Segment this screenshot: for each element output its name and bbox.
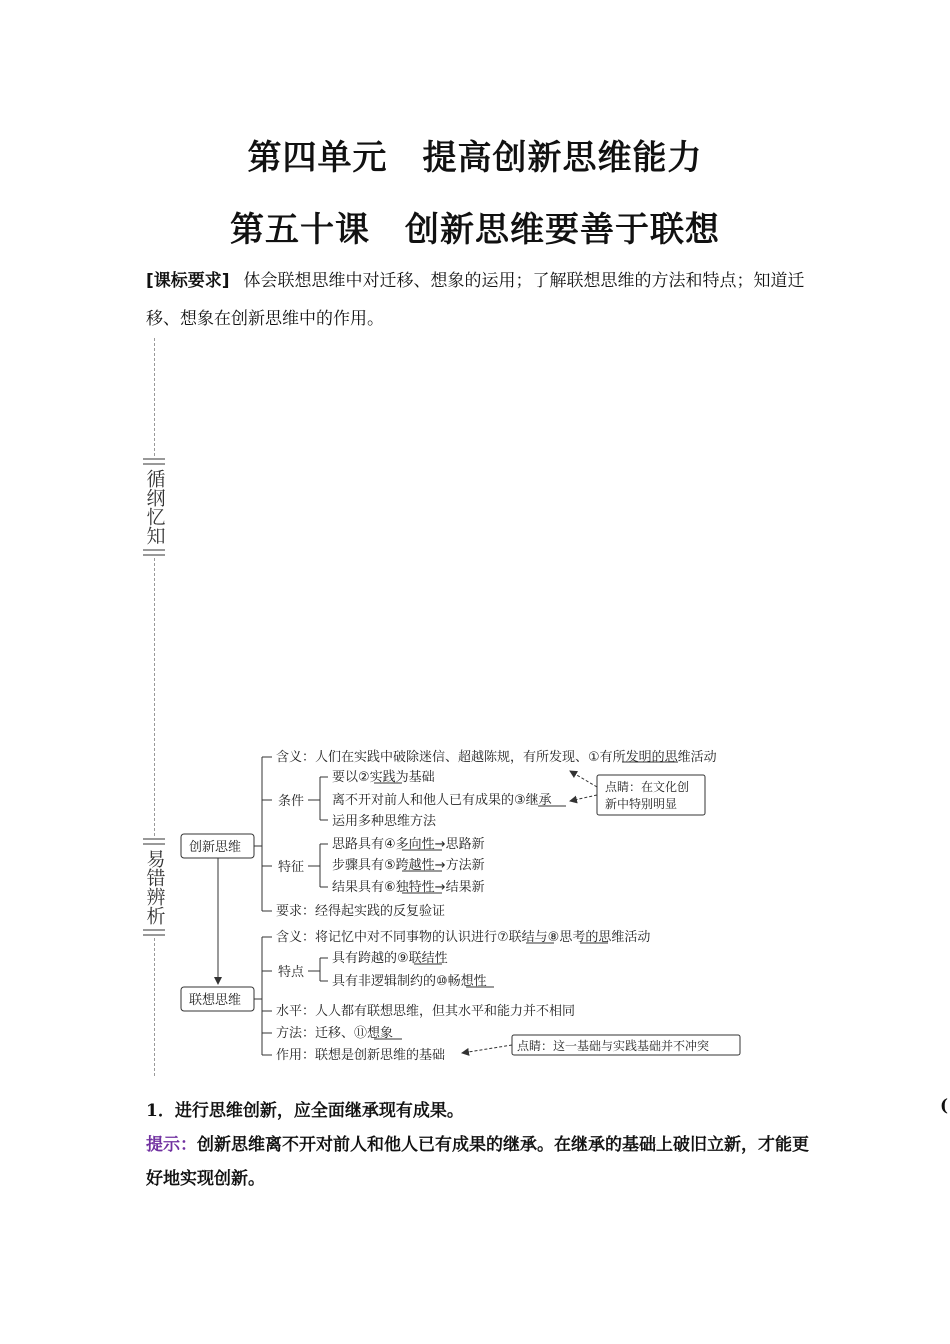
- association-method: 方法：迁移、⑪想象: [276, 1026, 394, 1041]
- association-level: 水平：人人都有联想思维，但其水平和能力并不相同: [276, 1004, 576, 1019]
- condition-2: 离不开对前人和他人已有成果的③继承: [332, 793, 552, 808]
- section-label-errors: 易错辨析: [143, 836, 165, 938]
- unit-title: 第四单元 提高创新思维能力: [247, 138, 703, 178]
- note-foundation: 点睛：这一基础与实践基础并不冲突: [517, 1039, 710, 1053]
- trait-1: 具有跨越的⑨联结性: [332, 951, 448, 966]
- feature-1: 思路具有④多向性→思路新: [332, 837, 485, 852]
- question-1: 1．进行思维创新，应全面继承现有成果。: [146, 1101, 464, 1121]
- hint-text: 创新思维离不开对前人和他人已有成果的继承。在继承的基础上破旧立新，才能更好地实现创新。: [146, 1135, 809, 1189]
- condition-1: 要以②实践为基础: [332, 770, 435, 785]
- answer-bracket: (: [940, 1096, 949, 1116]
- note-culture-line2: 新中特别明显: [605, 797, 678, 811]
- conditions-label: 条件: [278, 794, 305, 809]
- association-role: 作用：联想是创新思维的基础: [276, 1048, 446, 1063]
- note-culture: 点睛：在文化创: [605, 780, 690, 794]
- association-meaning: 含义：将记忆中对不同事物的认识进行⑦联结与⑧思考的思维活动: [276, 930, 651, 945]
- requirement-tag: [课标要求]: [146, 271, 230, 291]
- hint-label: 提示：: [146, 1135, 197, 1155]
- requirement-text: 体会联想思维中对迁移、想象的运用；了解联想思维的方法和特点；知道迁移、想象在创新思维中的作用。: [146, 271, 805, 329]
- node-innovative-thinking: 创新思维: [189, 840, 242, 855]
- innovation-requirement: 要求：经得起实践的反复验证: [276, 904, 446, 919]
- hint-block: [146, 1128, 816, 1196]
- condition-3: 运用多种思维方法: [332, 814, 437, 829]
- feature-3: 结果具有⑥独特性→结果新: [332, 880, 485, 895]
- innovation-meaning: 含义：人们在实践中破除迷信、超越陈规，有所发现、①有所发明的思维活动: [276, 750, 717, 765]
- features-label: 特征: [278, 860, 305, 875]
- node-associative-thinking: 联想思维: [189, 993, 242, 1008]
- traits-label: 特点: [278, 965, 305, 980]
- feature-2: 步骤具有⑤跨越性→方法新: [332, 858, 485, 873]
- trait-2: 具有非逻辑制约的⑩畅想性: [332, 974, 487, 989]
- lesson-title: 第五十课 创新思维要善于联想: [230, 210, 720, 250]
- section-label-review: 循纲忆知: [143, 456, 165, 558]
